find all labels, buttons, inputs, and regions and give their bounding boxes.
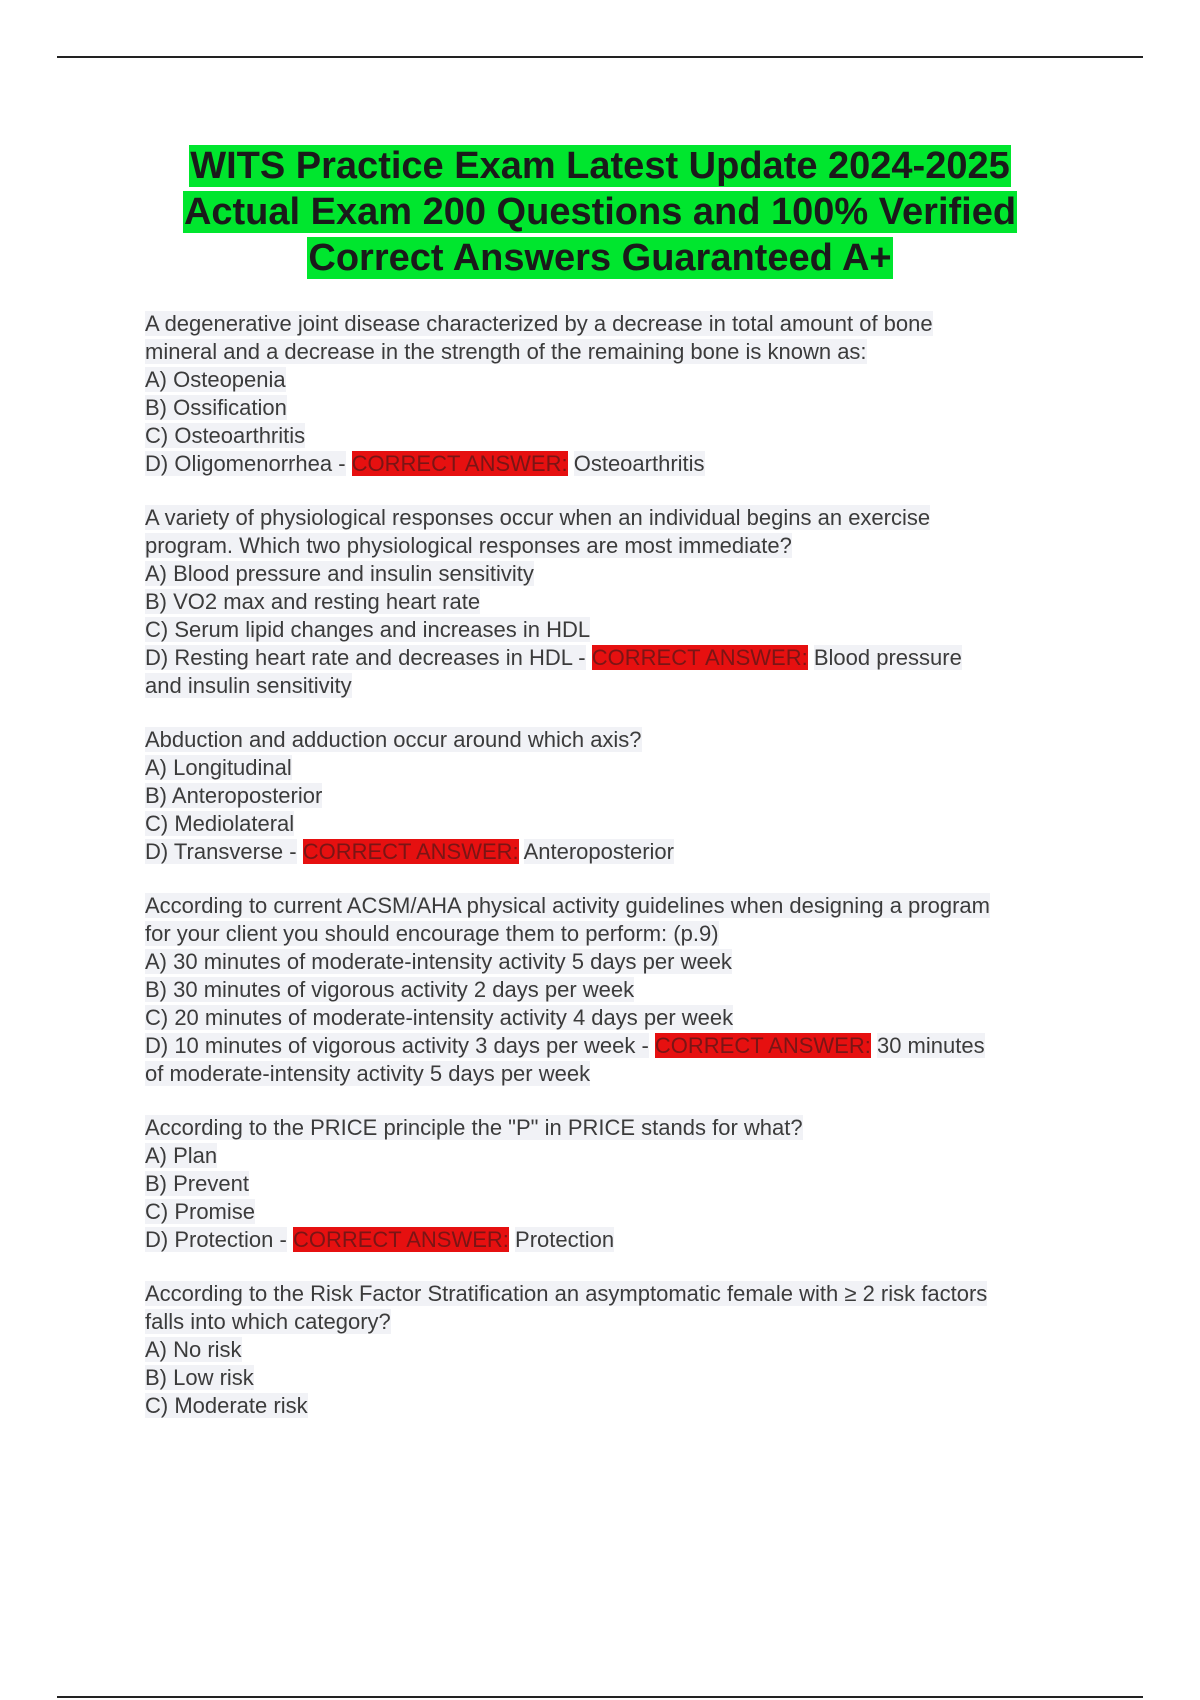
answer-option: A) No risk [145, 1337, 242, 1362]
answer-option: C) Moderate risk [145, 1393, 308, 1418]
answer-option: B) VO2 max and resting heart rate [145, 589, 481, 614]
option-d-text: D) 10 minutes of vigorous activity 3 days per week - [145, 1033, 649, 1058]
answer-option-with-key [145, 838, 1090, 866]
question-text-line: mineral and a decrease in the strength of the remaining bone is known as: [145, 339, 867, 364]
question-text-line: According to the PRICE principle the "P" in PRICE stands for what? [145, 1115, 803, 1140]
question-text-line: According to current ACSM/AHA physical activity guidelines when designing a program [145, 893, 990, 918]
correct-answer-value: Protection [515, 1227, 615, 1252]
option-d-text: D) Protection - [145, 1227, 287, 1252]
answer-option-with-key [145, 644, 1090, 672]
question-text-line: Abduction and adduction occur around which axis? [145, 727, 642, 752]
answer-option: C) Serum lipid changes and increases in HDL [145, 617, 591, 642]
answer-option-with-key [145, 450, 1090, 478]
answer-option: C) 20 minutes of moderate-intensity activity 4 days per week [145, 1005, 734, 1030]
title-line-3: Correct Answers Guaranteed A+ [308, 237, 892, 279]
question-text-line: for your client you should encourage them to perform: (p.9) [145, 921, 719, 946]
question-text-line: program. Which two physiological responses are most immediate? [145, 533, 792, 558]
correct-answer-continuation: and insulin sensitivity [145, 673, 352, 698]
answer-option: C) Osteoarthritis [145, 423, 306, 448]
answer-option: B) 30 minutes of vigorous activity 2 days per week [145, 977, 635, 1002]
option-d-text: D) Resting heart rate and decreases in HDL - [145, 645, 586, 670]
question-text-line: A variety of physiological responses occur when an individual begins an exercise [145, 505, 931, 530]
correct-answer-continuation: of moderate-intensity activity 5 days per week [145, 1061, 591, 1086]
answer-option: A) Longitudinal [145, 755, 292, 780]
answer-option: A) Plan [145, 1143, 218, 1168]
question-block [145, 310, 1090, 478]
answer-option: B) Anteroposterior [145, 783, 323, 808]
question-block [145, 1114, 1090, 1254]
title-line-1: WITS Practice Exam Latest Update 2024-2025 [190, 145, 1010, 187]
answer-option: B) Prevent [145, 1171, 249, 1196]
question-text-line: A degenerative joint disease characterized by a decrease in total amount of bone [145, 311, 933, 336]
question-text-line: falls into which category? [145, 1309, 391, 1334]
answer-option-with-key [145, 1032, 1090, 1060]
answer-option: A) Osteopenia [145, 367, 286, 392]
answer-option: B) Low risk [145, 1365, 254, 1390]
question-block [145, 726, 1090, 866]
bottom-rule [57, 1696, 1143, 1698]
document-title [60, 143, 1140, 281]
correct-answer-label: CORRECT ANSWER: [292, 1227, 509, 1252]
question-text-line: According to the Risk Factor Stratification an asymptomatic female with ≥ 2 risk factors [145, 1281, 988, 1306]
question-block [145, 504, 1090, 700]
correct-answer-value: Osteoarthritis [573, 451, 705, 476]
question-block [145, 1280, 1090, 1420]
correct-answer-value: Blood pressure [813, 645, 962, 670]
question-block [145, 892, 1090, 1088]
title-line-2: Actual Exam 200 Questions and 100% Verified [183, 191, 1017, 233]
answer-option-with-key [145, 1226, 1090, 1254]
answer-option: C) Mediolateral [145, 811, 295, 836]
questions-list [145, 310, 1090, 1446]
option-d-text: D) Oligomenorrhea - [145, 451, 346, 476]
correct-answer-label: CORRECT ANSWER: [302, 839, 519, 864]
correct-answer-value: 30 minutes [876, 1033, 985, 1058]
option-d-text: D) Transverse - [145, 839, 297, 864]
correct-answer-label: CORRECT ANSWER: [591, 645, 808, 670]
correct-answer-value: Anteroposterior [523, 839, 674, 864]
top-rule [57, 56, 1143, 58]
correct-answer-label: CORRECT ANSWER: [654, 1033, 871, 1058]
answer-option: A) Blood pressure and insulin sensitivity [145, 561, 534, 586]
answer-option: A) 30 minutes of moderate-intensity activity 5 days per week [145, 949, 732, 974]
correct-answer-label: CORRECT ANSWER: [351, 451, 568, 476]
answer-option: B) Ossification [145, 395, 287, 420]
answer-option: C) Promise [145, 1199, 256, 1224]
